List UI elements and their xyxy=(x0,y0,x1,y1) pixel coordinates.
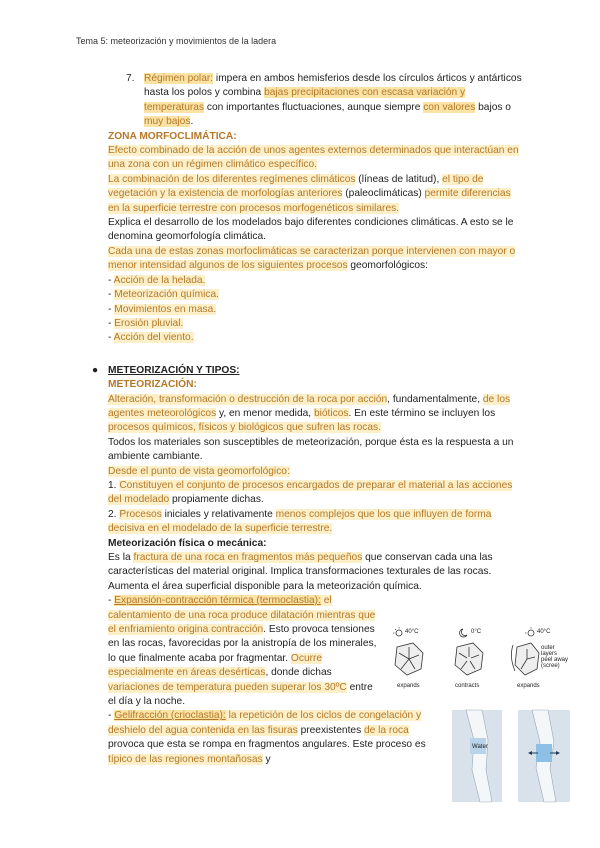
frost-wedging-diagram xyxy=(452,710,570,802)
temp-label: 40°C xyxy=(537,629,551,635)
sun-icon xyxy=(393,627,402,636)
list-text: Acción de la helada. xyxy=(113,274,206,286)
text: (paleoclimáticas) xyxy=(342,188,425,200)
highlight-text: Régimen polar: xyxy=(144,73,214,84)
fisica-title: Meteorización física o mecánica: xyxy=(108,537,267,549)
gelifraccion-paragraph xyxy=(108,709,443,767)
caption-label: expands xyxy=(397,683,420,689)
section-title-text: METEORIZACIÓN Y TIPOS: xyxy=(108,364,240,376)
process-list-item: - Erosión pluvial. xyxy=(108,317,184,329)
numbered-item-7 xyxy=(108,72,523,130)
caption-label: contracts xyxy=(455,683,480,689)
moon-icon xyxy=(460,629,467,637)
text: provoca que esta se rompa en fragmentos angulares. Este proceso es xyxy=(108,739,426,751)
text: , donde dichas xyxy=(265,667,332,679)
rock-contracting xyxy=(455,643,483,675)
sun-icon xyxy=(525,627,534,636)
rock-expanding xyxy=(395,643,423,675)
highlight-text: de la roca xyxy=(364,724,409,736)
annotation-text: peel away xyxy=(541,657,569,663)
zona-paragraph-3: Explica el desarrollo de los modelados bajo diferentes condiciones climáticas. A esto se le denomina geomorfología climática. xyxy=(108,217,514,243)
meteorizacion-subtitle: METEORIZACIÓN: xyxy=(108,379,197,391)
text: bajos o xyxy=(475,101,511,113)
zona-paragraph-1 xyxy=(108,144,523,173)
text: que conservan cada una las características del material original. Implica transformaciones texturales de las rocas. Aumenta el área superficial disponible para la meteorización química. xyxy=(108,552,493,592)
text: impera en ambos hemisferios desde los círculos árticos y antárticos hasta los polos y combina xyxy=(144,73,522,99)
highlight-text: Gelifracción (crioclastia): xyxy=(114,710,226,722)
bullet-icon: ● xyxy=(92,364,99,376)
list-text: Acción del viento. xyxy=(113,332,194,344)
meteorizacion-paragraph-3 xyxy=(108,465,523,479)
document-header: Tema 5: meteorización y movimientos de la ladera xyxy=(76,36,277,46)
text: . En este término se incluyen los xyxy=(348,407,496,419)
highlight-text: con valores xyxy=(423,101,476,113)
meteorizacion-point-1 xyxy=(108,479,523,508)
rock-peeling xyxy=(511,643,539,675)
highlight-text: Ocurre especialmente en áreas desérticas xyxy=(108,652,323,679)
text: Es la xyxy=(108,552,134,563)
text: con importantes fluctuaciones, aunque siempre xyxy=(204,101,424,113)
highlight-text: Expansión-contracción térmica (termoclastia): xyxy=(114,595,321,607)
highlight-text: variaciones de temperatura pueden superar los 30ºC xyxy=(108,681,347,693)
text: (líneas de latitud), xyxy=(355,173,443,185)
highlight-text: el tipo de vegetación y la existencia de morfologías anteriores xyxy=(108,173,484,200)
meteorizacion-paragraph-2: Todos los materiales son susceptibles de meteorización, porque ésta es la respuesta a un ambiente cambiante. xyxy=(108,436,514,463)
termoclastia-paragraph xyxy=(108,594,383,709)
annotation-text: outer xyxy=(541,645,555,651)
highlight-text: Procesos xyxy=(119,508,162,520)
text: preexistentes xyxy=(297,724,364,736)
fisica-paragraph xyxy=(108,551,523,594)
highlight-text: el calentamiento de una roca produce dilatación mientras que el enfriamiento origina contracción xyxy=(108,595,376,636)
highlight-text: la repetición de los ciclos de congelación y deshielo del agua contenida en las fisuras xyxy=(108,710,422,736)
highlight-text: La combinación de los diferentes regímenes climáticos xyxy=(108,173,356,185)
text: entre el día y la noche. xyxy=(108,681,373,708)
text: y xyxy=(262,753,271,765)
highlight-text: Efecto combinado de la acción de unos agentes externos determinados que interactúan en una zona con un régimen climático específico. xyxy=(108,145,519,171)
meteorizacion-paragraph-1 xyxy=(108,393,523,436)
list-text: Meteorización química. xyxy=(114,289,219,301)
highlight-text: Cada una de estas zonas morfoclimáticas se caracterizan porque intervienen con mayor o menor intensidad algunos de los siguientes procesos xyxy=(108,245,516,272)
highlight-text: menos complejos que los que influyen de forma decisiva en el modelado de la superficie terrestre. xyxy=(108,508,492,535)
section-title xyxy=(92,364,523,378)
highlight-text: Desde el punto de vista geomorfológico: xyxy=(108,465,290,477)
text: 2. xyxy=(108,508,120,520)
ice-fill xyxy=(536,744,552,762)
highlight-text: fractura de una roca en fragmentos más pequeños xyxy=(133,552,363,563)
item-number: 7. xyxy=(126,73,135,84)
text: iniciales y relativamente xyxy=(161,508,276,520)
text: . xyxy=(190,116,194,128)
text: 1. xyxy=(108,479,120,491)
water-label: Water xyxy=(472,744,488,750)
highlight-text: Constituyen el conjunto de procesos encargados de preparar el material a las acciones del modelado xyxy=(108,479,513,506)
meteorizacion-point-2 xyxy=(108,508,523,537)
highlight-text: bióticos xyxy=(313,407,349,419)
annotation-text: (scree) xyxy=(541,663,560,669)
highlight-text: Alteración, transformación o destrucción de la roca por acción xyxy=(108,393,388,405)
temp-label: 0°C xyxy=(471,629,482,635)
thermoclasty-diagram xyxy=(385,625,569,700)
zona-title: ZONA MORFOCLIMÁTICA: xyxy=(108,130,237,142)
text: propiamente dichas. xyxy=(169,494,264,506)
zona-paragraph-4 xyxy=(108,245,523,274)
process-list-item: - Acción de la helada. xyxy=(108,274,206,286)
highlight-text: muy bajos xyxy=(144,116,191,128)
highlight-text: típico de las regiones montañosas xyxy=(108,753,263,765)
text: , fundamentalmente, xyxy=(387,393,483,405)
highlight-text: de los agentes meteorológicos xyxy=(108,393,511,419)
text: geomorfológicos: xyxy=(347,260,428,272)
highlight-text: permite diferencias en la superficie terrestre con procesos morfogenéticos similares. xyxy=(108,188,511,214)
process-list-item: - Movimientos en masa. xyxy=(108,303,217,315)
highlight-text: procesos químicos, físicos y biológicos que sufren las rocas. xyxy=(108,422,381,434)
text: . Esto provoca tensiones en las rocas, favorecidas por la anistropía de los minerales, lo que finalmente acaba por fragmentar. xyxy=(108,624,377,664)
text: - xyxy=(108,595,115,607)
caption-label: expands xyxy=(517,683,540,689)
zona-paragraph-2 xyxy=(108,173,523,216)
process-list-item: - Acción del viento. xyxy=(108,332,194,344)
list-text: Erosión pluvial. xyxy=(114,317,184,329)
text: - xyxy=(108,710,115,722)
highlight-text: bajas precipitaciones con escasa variación y temperaturas xyxy=(144,87,466,113)
text: y, en menor medida, xyxy=(216,407,314,419)
process-list-item: - Meteorización química. xyxy=(108,289,219,301)
temp-label: 40°C xyxy=(405,629,419,635)
list-text: Movimientos en masa. xyxy=(114,303,217,315)
annotation-text: layers xyxy=(541,651,558,657)
